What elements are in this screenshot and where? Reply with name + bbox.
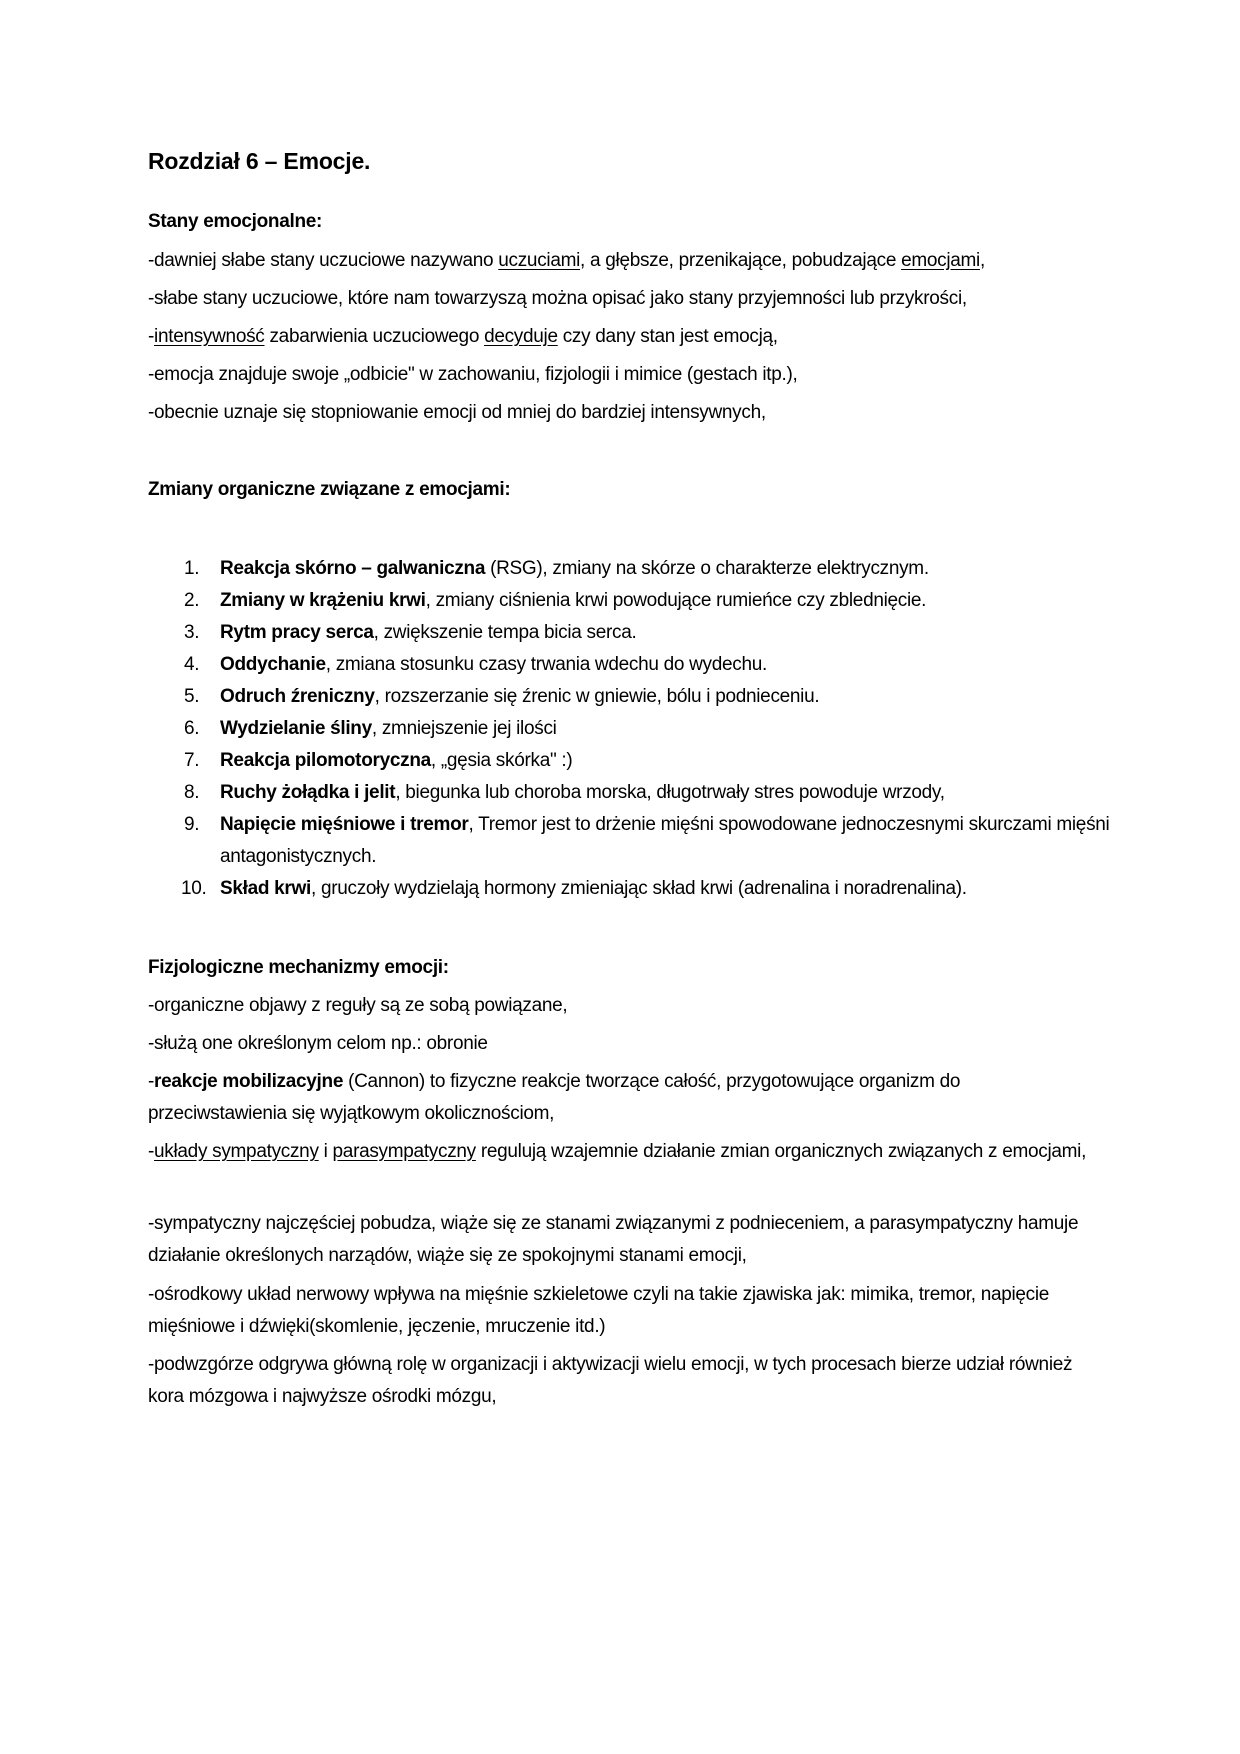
list-item-text: , rozszerzanie się źrenic w gniewie, bólu i podnieceniu. xyxy=(374,686,820,707)
underlined-term: parasympatyczny xyxy=(332,1141,476,1162)
text-run: i xyxy=(318,1141,333,1162)
list-number: 5. xyxy=(184,686,200,707)
paragraph-line-2: -słabe stany uczuciowe, które nam towarzyszą można opisać jako stany przyjemności lub przykrości, xyxy=(148,288,967,309)
underlined-term: układy sympatyczny xyxy=(154,1141,319,1162)
list-item-text: , zmniejszenie jej ilości xyxy=(371,718,557,739)
section-heading-physiological-mechanisms: Fizjologiczne mechanizmy emocji: xyxy=(148,957,449,978)
list-item-text: (RSG), zmiany na skórze o charakterze elektrycznym. xyxy=(485,558,929,579)
list-item xyxy=(148,873,1120,905)
list-item-text: , gruczoły wydzielają hormony zmieniając skład krwi (adrenalina i noradrenalina). xyxy=(311,878,967,899)
paragraph-1: -organiczne objawy z reguły są ze sobą powiązane, xyxy=(148,995,568,1016)
paragraph-6: -ośrodkowy układ nerwowy wpływa na mięśnie szkieletowe czyli na takie zjawiska jak: mimika, tremor, napięcie mięśniowe i dźwięki(skomlenie, jęczenie, mruczenie itd.) xyxy=(148,1284,1050,1337)
text-run: , xyxy=(979,250,985,271)
list-number: 6. xyxy=(184,718,200,739)
section-heading-emotional-states: Stany emocjonalne: xyxy=(148,211,323,232)
list-item-term: Zmiany w krążeniu krwi xyxy=(220,590,426,611)
list-item-term: Wydzielanie śliny xyxy=(220,718,372,739)
paragraph-line-3 xyxy=(148,326,778,348)
underlined-term: uczuciami xyxy=(498,250,581,271)
list-item-text: , biegunka lub choroba morska, długotrwały stres powoduje wrzody, xyxy=(395,782,945,803)
chapter-title: Rozdział 6 – Emocje. xyxy=(148,148,371,174)
list-item-term: Ruchy żołądka i jelit xyxy=(220,782,396,803)
list-item-text: , zmiana stosunku czasy trwania wdechu do wydechu. xyxy=(325,654,767,675)
list-item xyxy=(148,777,1120,809)
list-item-text: , „gęsia skórka" :) xyxy=(430,750,573,771)
paragraph-line-1 xyxy=(148,250,985,272)
text-run: czy dany stan jest emocją, xyxy=(557,326,778,347)
list-item-term: Reakcja skórno – galwaniczna xyxy=(220,558,486,579)
paragraph-2: -służą one określonym celom np.: obronie xyxy=(148,1033,488,1054)
text-run: , a głębsze, przenikające, pobudzające xyxy=(580,250,902,271)
text-run: zabarwienia uczuciowego xyxy=(264,326,485,347)
list-item xyxy=(148,809,1120,873)
list-item-term: Odruch źreniczny xyxy=(220,686,375,707)
list-number: 9. xyxy=(184,814,200,835)
list-item xyxy=(148,713,1120,745)
list-number: 3. xyxy=(184,622,200,643)
paragraph-line-4: -emocja znajduje swoje „odbicie" w zachowaniu, fizjologii i mimice (gestach itp.), xyxy=(148,364,798,385)
paragraph-7: -podwzgórze odgrywa główną rolę w organizacji i aktywizacji wielu emocji, w tych procesach bierze udział również kora mózgowa i najwyższe ośrodki mózgu, xyxy=(148,1354,1073,1407)
list-item-term: Napięcie mięśniowe i tremor xyxy=(220,814,469,835)
underlined-term: intensywność xyxy=(154,326,265,347)
list-item xyxy=(148,649,1120,681)
list-number: 10. xyxy=(181,878,207,899)
list-item-term: Skład krwi xyxy=(220,878,311,899)
list-number: 8. xyxy=(184,782,200,803)
paragraph-5: -sympatyczny najczęściej pobudza, wiąże się ze stanami związanymi z podnieceniem, a parasympatyczny hamuje działanie określonych narządów, wiąże się ze spokojnymi stanami emocji, xyxy=(148,1213,1079,1266)
list-item xyxy=(148,745,1120,777)
text-run: regulują wzajemnie działanie zmian organicznych związanych z emocjami, xyxy=(475,1141,1087,1162)
list-item xyxy=(148,617,1120,649)
underlined-term: decyduje xyxy=(484,326,558,347)
section-heading-organic-changes: Zmiany organiczne związane z emocjami: xyxy=(148,479,511,500)
list-item-term: Rytm pracy serca xyxy=(220,622,374,643)
text-run: - xyxy=(148,1071,155,1092)
list-item xyxy=(148,681,1120,713)
list-number: 2. xyxy=(184,590,200,611)
list-item xyxy=(148,585,1120,617)
paragraph-4 xyxy=(148,1136,1098,1168)
text-run: - xyxy=(148,1141,155,1162)
list-number: 7. xyxy=(184,750,200,771)
underlined-term: emocjami xyxy=(901,250,980,271)
list-item-term: Oddychanie xyxy=(220,654,326,675)
paragraph-3 xyxy=(148,1066,1098,1130)
list-item xyxy=(148,553,1120,585)
list-number: 4. xyxy=(184,654,200,675)
list-item-text: , zwiększenie tempa bicia serca. xyxy=(373,622,637,643)
list-item-text: , Tremor jest to drżenie mięśni spowodowane jednoczesnymi skurczami mięśni antagonistycznych. xyxy=(220,814,1110,867)
list-item-term: Reakcja pilomotoryczna xyxy=(220,750,431,771)
list-number: 1. xyxy=(184,558,200,579)
bold-term: reakcje mobilizacyjne xyxy=(154,1071,344,1092)
text-run: -dawniej słabe stany uczuciowe nazywano xyxy=(148,250,499,271)
text-run: (Cannon) to fizyczne reakcje tworzące całość, przygotowujące organizm do przeciwstawienia się wyjątkowym okolicznościom, xyxy=(148,1071,961,1124)
text-run: - xyxy=(148,326,155,347)
organic-changes-list xyxy=(148,553,1120,905)
paragraph-line-5: -obecnie uznaje się stopniowanie emocji od mniej do bardziej intensywnych, xyxy=(148,402,766,423)
list-item-text: , zmiany ciśnienia krwi powodujące rumieńce czy zblednięcie. xyxy=(425,590,927,611)
